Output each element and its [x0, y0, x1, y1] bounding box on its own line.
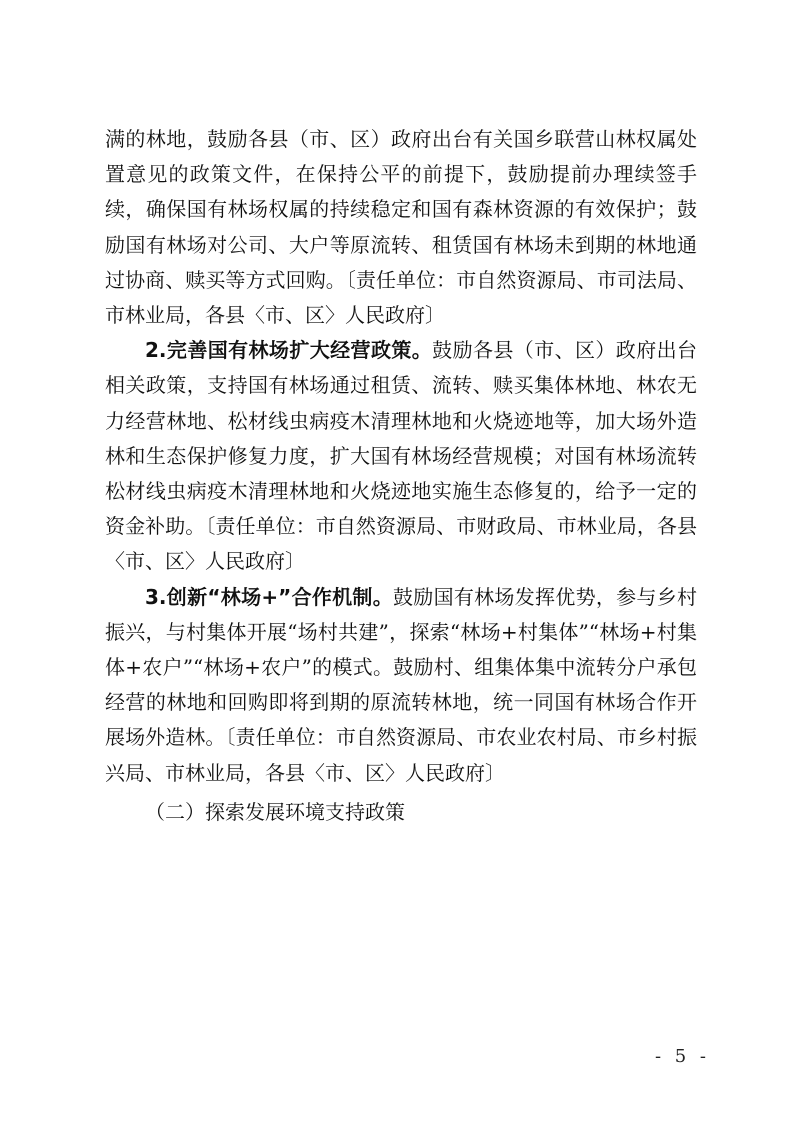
- paragraph-1: 满的林地，鼓励各县（市、区）政府出台有关国乡联营山林权属处置意见的政策文件，在保持公平的前提下，鼓励提前办理续签手续，确保国有林场权属的持续稳定和国有森林资源的有效保护；鼓励国有林场对公司、大户等原流转、租赁国有林场未到期的林地通过协商、赎买等方式回购。〔责任单位：市自然资源局、市司法局、市林业局，各县〈市、区〉人民政府〕: [105, 127, 697, 328]
- paragraph-3-body: 鼓励国有林场发挥优势，参与乡村振兴，与村集体开展“场村共建”，探索“林场+村集体”“林场+村集体+农户”“林场+农户”的模式。鼓励村、组集体集中流转分户承包经营的林地和回购即将到期的原流转林地，统一同国有林场合作开展场外造林。〔责任单位：市自然资源局、市农业农村局、市乡村振兴局、市林业局，各县〈市、区〉人民政府〕: [105, 584, 698, 785]
- paragraph-3-heading: 3.创新“林场+”合作机制。: [145, 584, 393, 609]
- document-body: [105, 122, 697, 830]
- paragraph-2: [105, 333, 697, 579]
- section-heading: （二）探索发展环境支持政策: [145, 799, 405, 824]
- paragraph-2-body: 鼓励各县（市、区）政府出台相关政策，支持国有林场通过租赁、流转、赎买集体林地、林农无力经营林地、松材线虫病疫木清理林地和火烧迹地等，加大场外造林和生态保护修复力度，扩大国有林场经营规模；对国有林场流转松材线虫病疫木清理林地和火烧迹地实施生态修复的，给予一定的资金补助。〔责任单位：市自然资源局、市财政局、市林业局，各县〈市、区〉人民政府〕: [105, 338, 698, 574]
- paragraph-2-heading: 2.完善国有林场扩大经营政策。: [145, 338, 433, 363]
- paragraph-3: [105, 580, 697, 791]
- page-number: - 5 -: [654, 1046, 710, 1067]
